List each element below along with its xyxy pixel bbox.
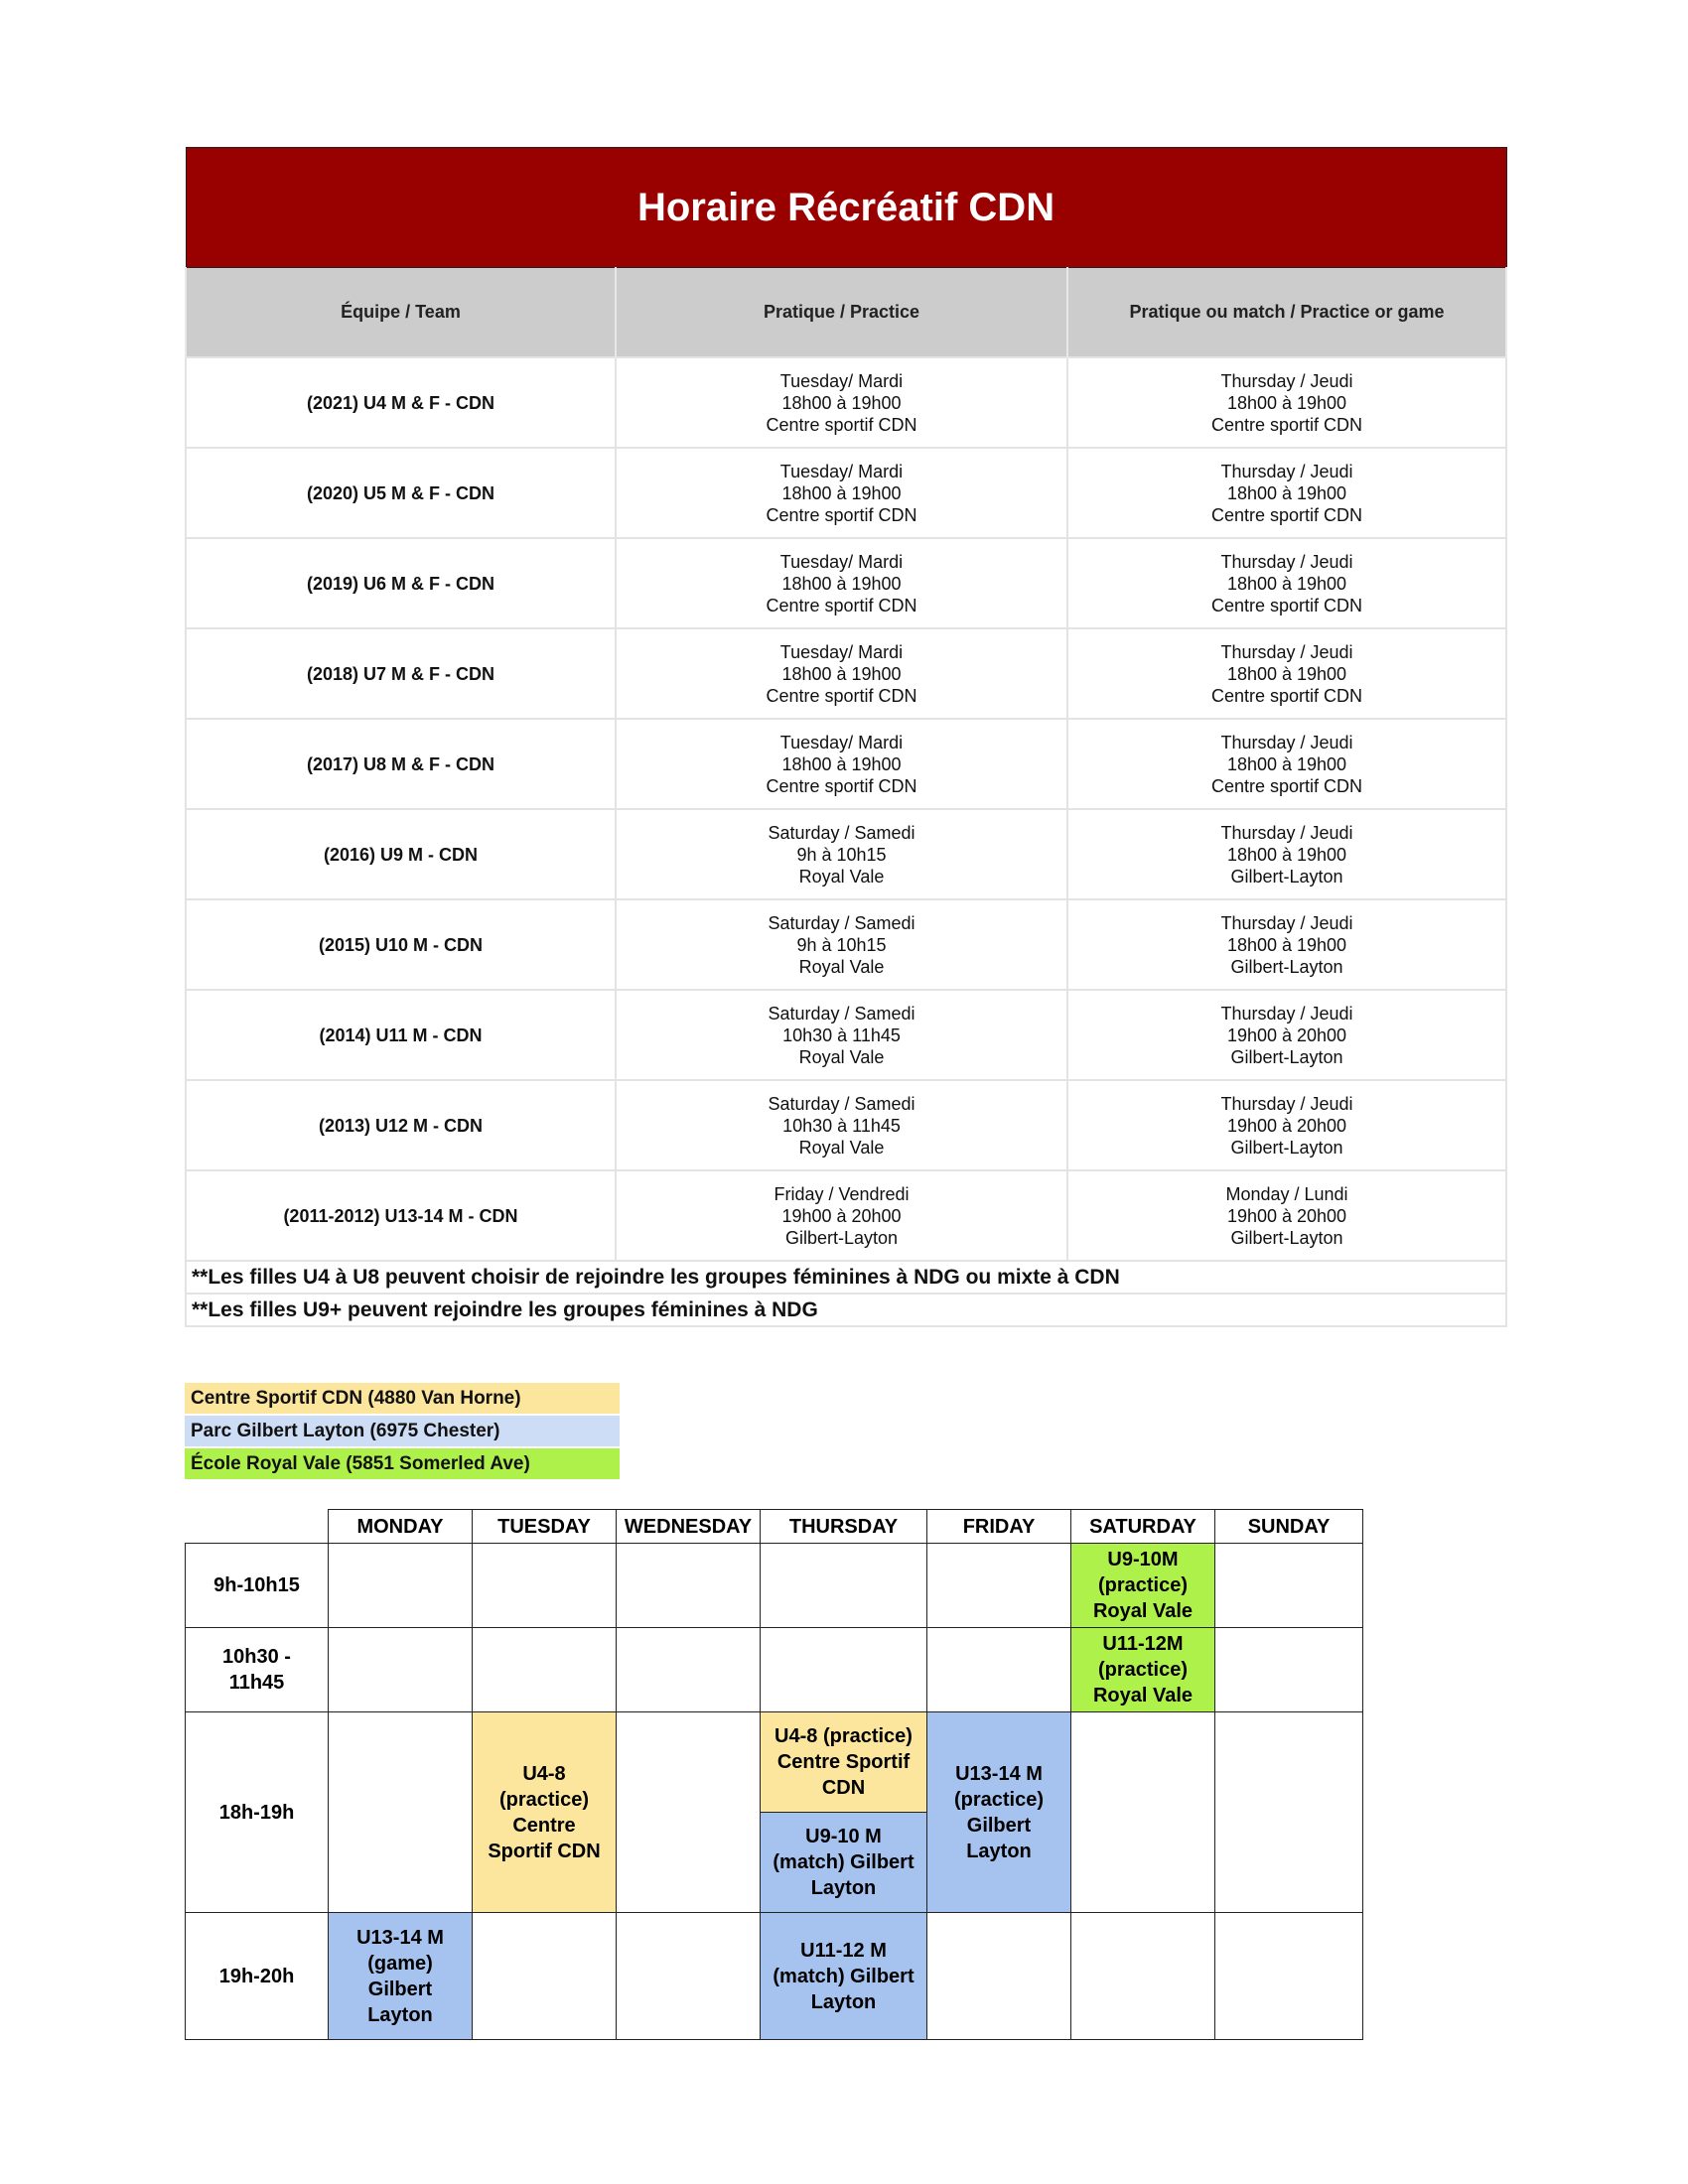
practice-line: Tuesday/ Mardi xyxy=(779,551,904,572)
game-line: 19h00 à 20h00 xyxy=(1226,1205,1347,1226)
practice-line: Centre sportif CDN xyxy=(766,414,917,435)
practice-cell xyxy=(616,899,1067,990)
schedule-row xyxy=(186,628,1506,719)
day-friday: FRIDAY xyxy=(927,1510,1071,1544)
game-cell xyxy=(1067,538,1506,628)
slot-sun-9 xyxy=(1215,1544,1363,1628)
practice-line: Tuesday/ Mardi xyxy=(779,461,904,481)
game-line: 18h00 à 19h00 xyxy=(1226,663,1347,684)
slot-tue-19 xyxy=(473,1913,617,2040)
schedule-row xyxy=(186,538,1506,628)
practice-line: Tuesday/ Mardi xyxy=(779,732,904,752)
legend-parc-gilbert-layton: Parc Gilbert Layton (6975 Chester) xyxy=(185,1416,620,1446)
time-19h: 19h-20h xyxy=(186,1913,329,2040)
practice-line: 18h00 à 19h00 xyxy=(781,392,902,413)
schedule-row xyxy=(186,448,1506,538)
grid-corner xyxy=(186,1510,329,1544)
practice-cell xyxy=(616,719,1067,809)
slot-mon-1030 xyxy=(329,1628,473,1712)
game-line: Thursday / Jeudi xyxy=(1220,1003,1353,1024)
slot-tue-18: U4-8 (practice) Centre Sportif CDN xyxy=(473,1712,617,1913)
slot-thu-18 xyxy=(761,1712,927,1913)
slot-fri-9 xyxy=(927,1544,1071,1628)
note-girls-u9: **Les filles U9+ peuvent rejoindre les groupes féminines à NDG xyxy=(186,1294,1506,1326)
practice-line: Saturday / Samedi xyxy=(768,912,915,933)
day-tuesday: TUESDAY xyxy=(473,1510,617,1544)
game-line: Centre sportif CDN xyxy=(1210,685,1363,706)
slot-sun-1030 xyxy=(1215,1628,1363,1712)
schedule-row xyxy=(186,899,1506,990)
legend-ecole-royal-vale: École Royal Vale (5851 Somerled Ave) xyxy=(185,1448,620,1479)
practice-cell xyxy=(616,357,1067,448)
schedule-row xyxy=(186,990,1506,1080)
slot-sat-9: U9-10M (practice) Royal Vale xyxy=(1071,1544,1215,1628)
game-line: Thursday / Jeudi xyxy=(1220,912,1353,933)
slot-wed-19 xyxy=(617,1913,761,2040)
game-line: Gilbert-Layton xyxy=(1230,866,1343,887)
team-cell: (2016) U9 M - CDN xyxy=(186,809,616,899)
slot-sun-19 xyxy=(1215,1913,1363,2040)
slot-thu-9 xyxy=(761,1544,927,1628)
slot-thu-18-centre: U4-8 (practice) Centre Sportif CDN xyxy=(761,1712,926,1812)
game-line: Thursday / Jeudi xyxy=(1220,732,1353,752)
game-line: Monday / Lundi xyxy=(1225,1183,1348,1204)
note-girls-u4-u8: **Les filles U4 à U8 peuvent choisir de rejoindre les groupes féminines à NDG ou mixte à CDN xyxy=(186,1261,1506,1294)
game-cell xyxy=(1067,357,1506,448)
practice-line: Gilbert-Layton xyxy=(784,1227,899,1248)
practice-line: Centre sportif CDN xyxy=(766,775,917,796)
game-line: 18h00 à 19h00 xyxy=(1226,934,1347,955)
team-cell: (2014) U11 M - CDN xyxy=(186,990,616,1080)
game-line: 19h00 à 20h00 xyxy=(1226,1115,1347,1136)
team-cell: (2011-2012) U13-14 M - CDN xyxy=(186,1170,616,1261)
practice-line: 9h à 10h15 xyxy=(796,934,887,955)
slot-thu-1030 xyxy=(761,1628,927,1712)
game-cell xyxy=(1067,990,1506,1080)
practice-line: 18h00 à 19h00 xyxy=(781,573,902,594)
practice-cell xyxy=(616,448,1067,538)
time-18h: 18h-19h xyxy=(186,1712,329,1913)
day-sunday: SUNDAY xyxy=(1215,1510,1363,1544)
schedule-row xyxy=(186,1080,1506,1170)
practice-cell xyxy=(616,628,1067,719)
slot-wed-18 xyxy=(617,1712,761,1913)
game-line: 18h00 à 19h00 xyxy=(1226,392,1347,413)
practice-line: Tuesday/ Mardi xyxy=(779,370,904,391)
game-cell xyxy=(1067,1080,1506,1170)
team-cell: (2021) U4 M & F - CDN xyxy=(186,357,616,448)
team-cell: (2020) U5 M & F - CDN xyxy=(186,448,616,538)
weekly-grid xyxy=(185,1509,1363,2040)
game-line: Centre sportif CDN xyxy=(1210,504,1363,525)
game-line: Thursday / Jeudi xyxy=(1220,822,1353,843)
schedule-table xyxy=(185,147,1507,1327)
game-line: Gilbert-Layton xyxy=(1230,956,1343,977)
practice-line: Saturday / Samedi xyxy=(768,1003,915,1024)
game-cell xyxy=(1067,719,1506,809)
game-cell xyxy=(1067,448,1506,538)
game-line: Gilbert-Layton xyxy=(1230,1227,1343,1248)
game-cell xyxy=(1067,809,1506,899)
slot-mon-19: U13-14 M (game) Gilbert Layton xyxy=(329,1913,473,2040)
game-cell xyxy=(1067,628,1506,719)
header-team: Équipe / Team xyxy=(186,268,616,358)
day-wednesday: WEDNESDAY xyxy=(617,1510,761,1544)
slot-thu-18-gilbert: U9-10 M (match) Gilbert Layton xyxy=(761,1812,926,1912)
header-practice: Pratique / Practice xyxy=(616,268,1067,358)
practice-line: Royal Vale xyxy=(798,1046,885,1067)
practice-cell xyxy=(616,990,1067,1080)
game-cell xyxy=(1067,1170,1506,1261)
game-line: Gilbert-Layton xyxy=(1230,1137,1343,1158)
practice-line: 10h30 à 11h45 xyxy=(782,1024,901,1045)
game-line: Thursday / Jeudi xyxy=(1220,1093,1353,1114)
time-10h30: 10h30 - 11h45 xyxy=(186,1628,329,1712)
practice-line: Centre sportif CDN xyxy=(766,595,917,615)
team-cell: (2019) U6 M & F - CDN xyxy=(186,538,616,628)
game-line: 18h00 à 19h00 xyxy=(1226,482,1347,503)
game-line: 18h00 à 19h00 xyxy=(1226,753,1347,774)
team-cell: (2015) U10 M - CDN xyxy=(186,899,616,990)
time-9h: 9h-10h15 xyxy=(186,1544,329,1628)
game-line: 18h00 à 19h00 xyxy=(1226,573,1347,594)
slot-tue-9 xyxy=(473,1544,617,1628)
slot-fri-18: U13-14 M (practice) Gilbert Layton xyxy=(927,1712,1071,1913)
slot-sat-18 xyxy=(1071,1712,1215,1913)
practice-line: Saturday / Samedi xyxy=(768,822,915,843)
practice-line: Royal Vale xyxy=(798,1137,885,1158)
schedule-row xyxy=(186,719,1506,809)
game-line: Gilbert-Layton xyxy=(1230,1046,1343,1067)
day-thursday: THURSDAY xyxy=(761,1510,927,1544)
slot-mon-18 xyxy=(329,1712,473,1913)
schedule-row xyxy=(186,809,1506,899)
slot-thu-19: U11-12 M (match) Gilbert Layton xyxy=(761,1913,927,2040)
game-line: 19h00 à 20h00 xyxy=(1226,1024,1347,1045)
game-line: Thursday / Jeudi xyxy=(1220,370,1353,391)
game-line: Thursday / Jeudi xyxy=(1220,461,1353,481)
slot-sun-18 xyxy=(1215,1712,1363,1913)
practice-line: Royal Vale xyxy=(798,866,885,887)
practice-cell xyxy=(616,809,1067,899)
game-cell xyxy=(1067,899,1506,990)
practice-line: 19h00 à 20h00 xyxy=(781,1205,902,1226)
slot-sat-1030: U11-12M (practice) Royal Vale xyxy=(1071,1628,1215,1712)
practice-line: Tuesday/ Mardi xyxy=(779,641,904,662)
slot-wed-9 xyxy=(617,1544,761,1628)
schedule-row xyxy=(186,357,1506,448)
game-line: Centre sportif CDN xyxy=(1210,414,1363,435)
game-line: 18h00 à 19h00 xyxy=(1226,844,1347,865)
legend-centre-sportif: Centre Sportif CDN (4880 Van Horne) xyxy=(185,1383,620,1414)
slot-wed-1030 xyxy=(617,1628,761,1712)
practice-line: 10h30 à 11h45 xyxy=(782,1115,901,1136)
game-line: Thursday / Jeudi xyxy=(1220,641,1353,662)
practice-cell xyxy=(616,538,1067,628)
location-legend xyxy=(185,1383,620,1481)
slot-sat-19 xyxy=(1071,1913,1215,2040)
practice-line: Friday / Vendredi xyxy=(774,1183,910,1204)
practice-cell xyxy=(616,1170,1067,1261)
practice-line: Centre sportif CDN xyxy=(766,685,917,706)
day-monday: MONDAY xyxy=(329,1510,473,1544)
slot-fri-1030 xyxy=(927,1628,1071,1712)
game-line: Centre sportif CDN xyxy=(1210,595,1363,615)
game-line: Thursday / Jeudi xyxy=(1220,551,1353,572)
schedule-row xyxy=(186,1170,1506,1261)
game-line: Centre sportif CDN xyxy=(1210,775,1363,796)
slot-tue-1030 xyxy=(473,1628,617,1712)
page-title: Horaire Récréatif CDN xyxy=(186,148,1506,268)
practice-line: 18h00 à 19h00 xyxy=(781,663,902,684)
practice-line: 18h00 à 19h00 xyxy=(781,753,902,774)
slot-fri-19 xyxy=(927,1913,1071,2040)
practice-line: Royal Vale xyxy=(798,956,885,977)
team-cell: (2018) U7 M & F - CDN xyxy=(186,628,616,719)
practice-line: 18h00 à 19h00 xyxy=(781,482,902,503)
day-saturday: SATURDAY xyxy=(1071,1510,1215,1544)
practice-line: Centre sportif CDN xyxy=(766,504,917,525)
team-cell: (2013) U12 M - CDN xyxy=(186,1080,616,1170)
practice-line: 9h à 10h15 xyxy=(796,844,887,865)
team-cell: (2017) U8 M & F - CDN xyxy=(186,719,616,809)
slot-mon-9 xyxy=(329,1544,473,1628)
practice-cell xyxy=(616,1080,1067,1170)
header-practice-or-game: Pratique ou match / Practice or game xyxy=(1067,268,1506,358)
practice-line: Saturday / Samedi xyxy=(768,1093,915,1114)
